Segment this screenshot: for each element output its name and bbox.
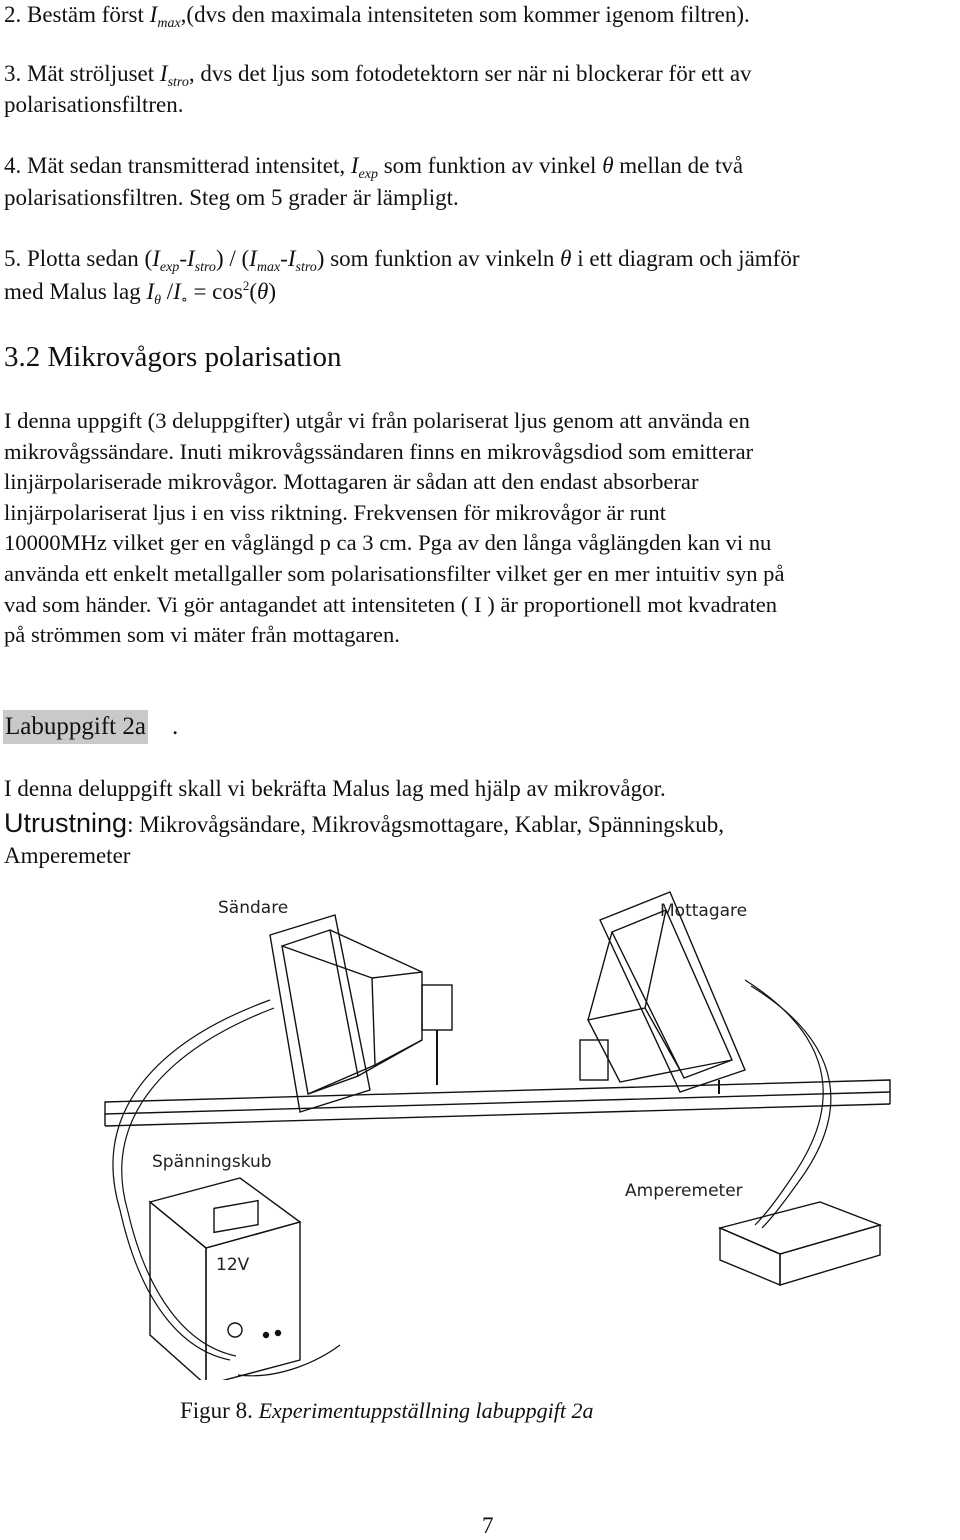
subscript-exp: exp bbox=[159, 260, 180, 275]
power-supply bbox=[150, 1178, 300, 1380]
subscript-stro: stro bbox=[194, 260, 216, 275]
lab-title-dot: . bbox=[172, 713, 179, 740]
symbol-i: I bbox=[152, 246, 160, 271]
item-5-line-2 bbox=[4, 277, 276, 311]
paragraph-line: på strömmen som vi mäter från mottagaren. bbox=[4, 622, 400, 648]
section-heading: 3.2 Mikrovågors polarisation bbox=[4, 341, 342, 373]
item-4-text-mid: som funktion av vinkel bbox=[377, 153, 603, 178]
item-2 bbox=[4, 0, 750, 34]
receiver-horn bbox=[580, 892, 748, 1094]
receiver-label: Mottagare bbox=[660, 901, 748, 921]
lab-intro: I denna deluppgift skall vi bekräfta Malus lag med hjälp av mikrovågor. bbox=[4, 776, 666, 801]
symbol-i: I bbox=[287, 246, 296, 271]
item-4-line-1 bbox=[4, 151, 743, 185]
paragraph-line: mikrovågssändare. Inuti mikrovågssändaren finns en mikrovågsdiod som emitterar bbox=[4, 438, 754, 464]
symbol-i: I bbox=[186, 246, 195, 271]
equipment-line-2: Amperemeter bbox=[4, 843, 131, 868]
subscript-theta: θ bbox=[154, 293, 162, 308]
paragraph-line: I denna uppgift (3 deluppgifter) utgår vi från polariserat ljus genom att använda en bbox=[4, 408, 750, 433]
section-paragraph bbox=[4, 406, 959, 651]
symbol-theta: θ bbox=[257, 279, 269, 304]
paragraph-line: vad som händer. Vi gör antagandet att intensiteten ( I ) är proportionell mot kvadraten bbox=[4, 591, 778, 617]
item-3-text: 3. Mät ströljuset bbox=[4, 61, 160, 86]
symbol-i: I bbox=[350, 153, 359, 178]
paragraph-line: linjärpolariserat ljus i en viss riktning. Frekvensen för mikrovågor är runt bbox=[4, 499, 666, 525]
cos-text: = cos bbox=[187, 279, 243, 304]
item-4-text-end: mellan de två bbox=[613, 153, 744, 178]
item-3-line-2: polarisationsfiltren. bbox=[4, 92, 184, 117]
subscript-zero: ∘ bbox=[180, 293, 188, 308]
symbol-i: I bbox=[173, 279, 181, 304]
voltage-label: 12V bbox=[216, 1255, 250, 1275]
item-4-line-2: polarisationsfiltren. Steg om 5 grader är lämpligt. bbox=[4, 185, 459, 210]
minus-sign: - bbox=[179, 246, 187, 271]
paren-open: ( bbox=[249, 279, 258, 304]
paragraph-line: linjärpolariserade mikrovågor. Mottagaren är sådan att den endast absorberar bbox=[4, 469, 699, 495]
superscript-2: 2 bbox=[242, 278, 250, 293]
equipment-line-1 bbox=[4, 808, 724, 840]
optical-bench bbox=[105, 1080, 890, 1126]
equipment-label: Utrustning bbox=[4, 808, 128, 838]
item-2-text-end: ,(dvs den maximala intensiteten som kommer igenom filtren). bbox=[180, 2, 750, 27]
caption-prefix: Figur 8. bbox=[180, 1398, 259, 1423]
caption-text: Experimentuppställning labuppgift 2a bbox=[258, 1398, 594, 1423]
subscript-stro: stro bbox=[167, 75, 189, 90]
paragraph-line: 10000MHz vilket ger en våglängd p ca 3 cm. Pga av den långa våglängden kan vi nu bbox=[4, 530, 772, 556]
experiment-diagram bbox=[80, 880, 900, 1380]
symbol-i: I bbox=[149, 2, 158, 27]
symbol-theta: θ bbox=[602, 153, 614, 178]
minus-sign: - bbox=[280, 246, 288, 271]
ammeter-label: Amperemeter bbox=[625, 1181, 743, 1201]
equipment-list: : Mikrovågsändare, Mikrovågsmottagare, Kablar, Spänningskub, bbox=[127, 812, 725, 837]
ammeter bbox=[720, 1202, 880, 1285]
slash: / bbox=[161, 279, 174, 304]
power-supply-label: Spänningskub bbox=[152, 1152, 272, 1172]
symbol-i: I bbox=[159, 61, 168, 86]
item-5-text: 5. Plotta sedan ( bbox=[4, 246, 153, 271]
subscript-stro: stro bbox=[295, 260, 317, 275]
item-5-text-mid: ) som funktion av vinkeln bbox=[316, 246, 561, 271]
item-3-line-1 bbox=[4, 59, 752, 93]
paragraph-line: använda ett enkelt metallgaller som polarisationsfilter vilket ger en mer intuitiv syn på bbox=[4, 560, 785, 586]
sender-horn bbox=[270, 915, 452, 1112]
subscript-max: max bbox=[256, 260, 281, 275]
item-5-line-1 bbox=[4, 244, 800, 278]
item-5-text-end: i ett diagram och jämför bbox=[571, 246, 800, 271]
symbol-i: I bbox=[249, 246, 257, 271]
subscript-exp: exp bbox=[358, 167, 378, 182]
malus-law-label: med Malus lag bbox=[4, 279, 147, 304]
item-2-text: 2. Bestäm först bbox=[4, 2, 150, 27]
page-number: 7 bbox=[482, 1513, 494, 1538]
symbol-i: I bbox=[146, 279, 155, 304]
subscript-max: max bbox=[157, 16, 181, 31]
lab-title: Labuppgift 2a bbox=[3, 710, 148, 744]
item-3-text-end: , dvs det ljus som fotodetektorn ser när ni blockerar för ett av bbox=[188, 61, 752, 86]
item-4-text: 4. Mät sedan transmitterad intensitet, bbox=[4, 153, 351, 178]
item-5-divide: ) / ( bbox=[215, 246, 250, 271]
symbol-theta: θ bbox=[560, 246, 572, 271]
paren-close: ) bbox=[268, 279, 276, 304]
sender-label: Sändare bbox=[218, 898, 289, 918]
figure-caption bbox=[180, 1395, 593, 1427]
